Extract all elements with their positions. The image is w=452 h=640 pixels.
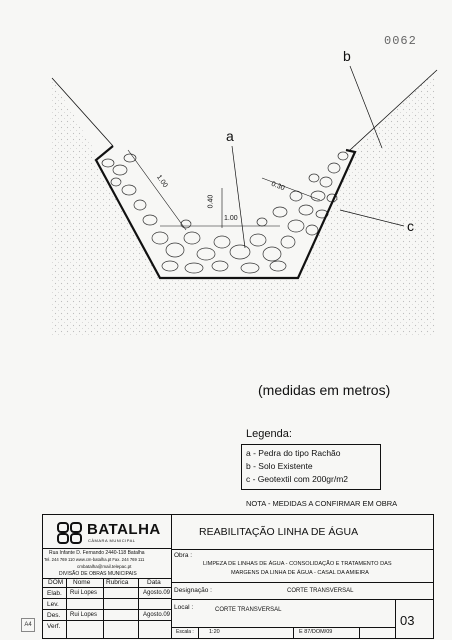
units-note: (medidas em metros) bbox=[258, 382, 391, 398]
project-title: REABILITAÇÃO LINHA DE ÁGUA bbox=[199, 526, 359, 538]
label-a: a bbox=[226, 128, 234, 144]
address: Rua Infante D. Fernando 2440-118 Batalha bbox=[49, 550, 145, 556]
contacts: Tel. 244 769 110 www.cm-batalha.pt Fax. 244 769 111 bbox=[44, 557, 145, 562]
sheet-number: 03 bbox=[400, 613, 415, 628]
legend-title: Legenda: bbox=[246, 428, 292, 440]
obra-label: Obra : bbox=[174, 552, 193, 559]
row-role: Lev. bbox=[47, 601, 59, 608]
obra-text-line-2: MARGENS DA LINHA DE ÁGUA - CASAL DA AMIEIRA bbox=[231, 570, 369, 576]
designacao-label: Designação : bbox=[174, 587, 212, 594]
title-block bbox=[42, 514, 434, 639]
escala-label: Escala : bbox=[176, 629, 194, 635]
document-stamp: 0062 bbox=[384, 34, 417, 48]
header-date: Data bbox=[147, 579, 161, 586]
dim-geotextile: 0.30 bbox=[270, 180, 286, 193]
label-c: c bbox=[407, 218, 414, 234]
row-date: Agosto.09 bbox=[143, 590, 171, 596]
row-role: Elab. bbox=[47, 590, 62, 597]
row-role: Des. bbox=[47, 612, 61, 619]
legend-item-b: b - Solo Existente bbox=[246, 461, 313, 471]
legend-box bbox=[241, 444, 381, 490]
logo-mark-icon bbox=[57, 522, 83, 544]
note-text: NOTA - MEDIDAS A CONFIRMAR EM OBRA bbox=[246, 499, 398, 508]
header-name: Nome bbox=[73, 579, 91, 586]
dim-depth: 0.40 bbox=[207, 194, 215, 209]
row-name: Rui Lopes bbox=[70, 612, 98, 618]
local-value: CORTE TRANSVERSAL bbox=[215, 607, 282, 613]
dim-side-slope: 1.00 bbox=[155, 173, 169, 190]
existing-soil-area bbox=[52, 70, 436, 335]
paper-size-mark: A4 bbox=[21, 618, 35, 632]
legend-item-a: a - Pedra do tipo Rachão bbox=[246, 448, 341, 458]
row-name: Rui Lopes bbox=[70, 590, 98, 596]
logo bbox=[57, 520, 177, 546]
email: cmbatalha@mail.telepac.pt bbox=[77, 564, 132, 569]
designacao-value: CORTE TRANSVERSAL bbox=[287, 588, 354, 594]
local-label: Local : bbox=[174, 604, 194, 611]
dim-bottom: 1.00 bbox=[224, 215, 238, 222]
row-date: Agosto.09 bbox=[143, 612, 171, 618]
label-b: b bbox=[343, 48, 351, 64]
logo-subtitle: CÂMARA MUNICIPAL bbox=[88, 538, 136, 543]
header-signature: Rubrica bbox=[106, 579, 129, 586]
row-role: Verf. bbox=[47, 623, 61, 630]
escala-value: 1:20 bbox=[209, 629, 220, 635]
header-dom: DOM bbox=[48, 579, 64, 586]
legend-item-c: c - Geotextil com 200gr/m2 bbox=[246, 474, 349, 484]
logo-name: BATALHA bbox=[87, 521, 161, 538]
division: DIVISÃO DE OBRAS MUNICIPAIS bbox=[59, 571, 137, 577]
drawing-reference: E 87/DOM/09 bbox=[299, 629, 333, 635]
obra-text-line-1: LIMPEZA DE LINHAS DE ÁGUA - CONSOLIDAÇÃO E TRATAMENTO DAS bbox=[203, 561, 392, 567]
